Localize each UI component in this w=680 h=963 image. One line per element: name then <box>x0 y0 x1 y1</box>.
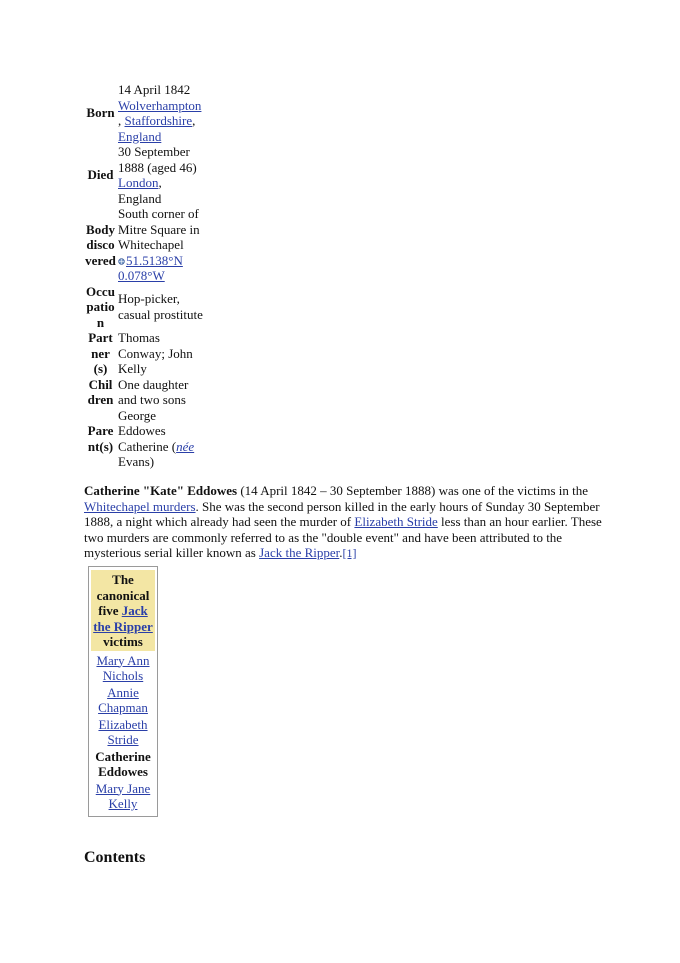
infobox-label-born: Born <box>86 105 115 121</box>
comma-separator: , <box>192 113 196 128</box>
infobox <box>85 82 204 470</box>
infobox-row-died <box>85 144 204 206</box>
link-staffordshire[interactable]: Staffordshire <box>124 113 193 128</box>
parents-text: George Eddowes Catherine ( <box>118 407 177 454</box>
infobox-value-partners: Thomas Conway; John Kelly <box>118 330 193 376</box>
link-england[interactable]: England <box>118 128 162 144</box>
parents-text-end: Evans) <box>118 454 155 469</box>
infobox-label-died: Died <box>87 167 114 183</box>
comma-separator: , <box>158 175 162 190</box>
link-jack-the-ripper[interactable]: Jack the Ripper <box>259 545 340 560</box>
navbox-link[interactable]: Mary Jane Kelly <box>95 780 151 811</box>
navbox-link[interactable]: Mary Ann Nichols <box>96 652 150 683</box>
navbox-title-link-jack-the-ripper[interactable]: Jack the Ripper <box>93 603 153 634</box>
navbox-link[interactable]: Annie Chapman <box>98 684 148 715</box>
infobox-label-body-discovered: Body discovered <box>85 221 116 268</box>
link-coordinates[interactable]: 51.5138°N 0.078°W <box>118 252 183 283</box>
infobox-label-children: Children <box>87 376 114 407</box>
navbox-item-elizabeth-stride <box>91 717 155 748</box>
lead-text: less than an hour earlier. These two murders are commonly referred to as the "double event" and have been attributed to the mysterious serial killer known as <box>84 514 602 560</box>
navbox-list <box>91 653 155 812</box>
died-date: 30 September 1888 (aged 46) <box>118 144 197 175</box>
infobox-row-children <box>85 377 204 408</box>
reference-link[interactable]: [1] <box>342 546 357 560</box>
link-nee[interactable]: née <box>176 438 195 454</box>
navbox-title-victims: victims <box>103 634 143 649</box>
link-whitechapel-murders[interactable]: Whitechapel murders <box>84 498 196 514</box>
infobox-row-partners <box>85 330 204 377</box>
link-london[interactable]: London <box>118 175 159 190</box>
infobox-value-children: One daughter and two sons <box>118 376 189 407</box>
body-discovered-location: South corner of Mitre Square in Whitechapel <box>118 206 200 252</box>
infobox-value-occupation: Hop-picker, casual prostitute <box>118 291 203 322</box>
navbox-item-mary-ann-nichols <box>91 653 155 684</box>
comma-separator: , <box>118 113 125 128</box>
infobox-label-occupation: Occupation <box>86 283 115 330</box>
infobox-value-died <box>118 144 204 206</box>
born-date: 14 April 1842 <box>118 82 191 97</box>
infobox-value-born <box>118 82 204 144</box>
link-elizabeth-stride[interactable]: Elizabeth Stride <box>354 514 438 529</box>
infobox-row-occupation <box>85 284 204 331</box>
link-wolverhampton[interactable]: Wolverhampton <box>118 97 202 113</box>
died-country: England <box>118 190 162 206</box>
infobox-label-parents: Parent(s) <box>87 423 114 454</box>
navbox-canonical-five <box>88 566 158 817</box>
navbox-title-text: The canonical five <box>96 572 150 618</box>
navbox-item-catherine-eddowes: Catherine Eddowes <box>95 748 151 779</box>
infobox-row-parents <box>85 408 204 470</box>
infobox-row-body-discovered <box>85 206 204 284</box>
infobox-label-partners: Partner(s) <box>88 330 113 376</box>
navbox-link[interactable]: Elizabeth Stride <box>98 716 148 747</box>
navbox-item-mary-jane-kelly <box>91 781 155 812</box>
lead-paragraph <box>84 483 604 562</box>
navbox-item-annie-chapman <box>91 685 155 716</box>
navbox-title <box>91 570 155 651</box>
infobox-value-parents <box>118 408 204 470</box>
contents-heading: Contents <box>84 849 146 866</box>
infobox-value-body-discovered <box>118 206 204 284</box>
lead-text: . <box>339 545 343 560</box>
lead-text: (14 April 1842 – 30 September 1888) was one of the victims in the <box>237 483 589 498</box>
infobox-row-born <box>85 82 204 144</box>
lead-text: . She was the second person killed in the early hours of Sunday 30 September 1888, a night which already had seen the murder of <box>84 498 600 529</box>
article-subject-name: Catherine "Kate" Eddowes <box>84 483 238 498</box>
globe-icon <box>118 258 125 265</box>
